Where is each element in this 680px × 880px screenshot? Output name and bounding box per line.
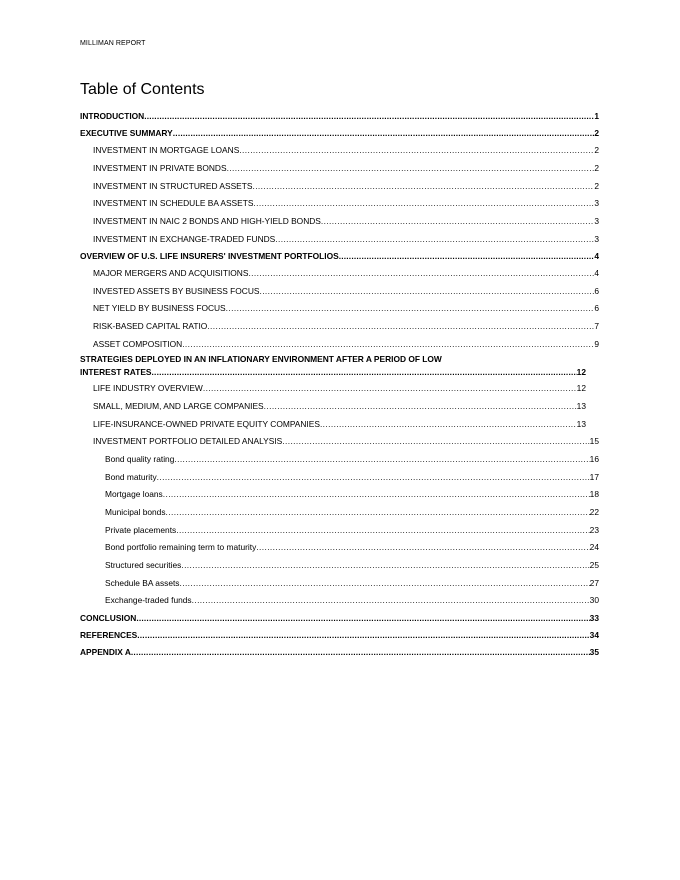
dot-leader [203,383,577,393]
toc-entry-page: 7 [594,321,599,331]
toc-entry-label: Bond portfolio remaining term to maturity [105,542,257,552]
toc-entry-company-sizes[interactable] [93,401,586,411]
toc-entry-page: 13 [576,419,586,429]
toc-entry-etf[interactable] [105,595,599,605]
toc-entry-page: 2 [594,128,599,138]
toc-entry-label: CONCLUSION [80,613,137,623]
toc-entry-label: LIFE-INSURANCE-OWNED PRIVATE EQUITY COMPANIES [93,419,320,429]
toc-entry-label: Private placements [105,525,177,535]
toc-entry-label: LIFE INDUSTRY OVERVIEW [93,383,203,393]
toc-entry-label: INVESTMENT PORTFOLIO DETAILED ANALYSIS [93,436,283,446]
toc-entry-page: 12 [576,367,586,377]
toc-entry-introduction[interactable] [80,111,599,121]
toc-entry-page: 12 [576,383,586,393]
dot-leader [166,507,590,517]
dot-leader [259,286,594,296]
dot-leader [321,216,594,226]
toc-entry-invested-assets[interactable] [93,286,599,296]
dot-leader [275,234,594,244]
toc-entry-mergers-acquisitions[interactable] [93,268,599,278]
toc-entry-label: ASSET COMPOSITION [93,339,183,349]
toc-entry-label: Municipal bonds [105,507,166,517]
toc-entry-life-industry-overview[interactable] [93,383,586,393]
dot-leader [182,339,594,349]
dot-leader [339,251,595,261]
toc-entry-mortgage-loans-sub[interactable] [105,489,599,499]
toc-entry-portfolio-analysis[interactable] [93,436,599,446]
toc-entry-label: INTRODUCTION [80,111,145,121]
toc-entry-label: RISK-BASED CAPITAL RATIO [93,321,208,331]
dot-leader [174,454,589,464]
toc-entry-conclusion[interactable] [80,613,599,623]
dot-leader [163,489,590,499]
dot-leader [320,419,577,429]
dot-leader [252,181,594,191]
toc-entry-label: Schedule BA assets [105,578,180,588]
toc-entry-page: 17 [589,472,599,482]
dot-leader [181,560,589,570]
toc-entry-structured-assets[interactable] [93,181,599,191]
toc-entry-strategies-line1[interactable]: STRATEGIES DEPLOYED IN AN INFLATIONARY ENVIRONMENT AFTER A PERIOD OF LOW [80,354,442,364]
dot-leader [256,542,589,552]
toc-entry-label: INVESTMENT IN STRUCTURED ASSETS [93,181,253,191]
toc-entry-net-yield[interactable] [93,303,599,313]
toc-entry-page: 2 [594,181,599,191]
toc-entry-private-bonds[interactable] [93,163,599,173]
toc-entry-label: NET YIELD BY BUSINESS FOCUS [93,303,226,313]
dot-leader [173,128,595,138]
toc-entry-page: 18 [589,489,599,499]
toc-entry-page: 4 [594,251,599,261]
dot-leader [136,613,589,623]
dot-leader [131,647,590,657]
toc-entry-page: 33 [589,613,599,623]
dot-leader [176,525,589,535]
toc-entry-page: 6 [594,303,599,313]
toc-entry-bond-maturity[interactable] [105,472,599,482]
toc-entry-label: INVESTMENT IN PRIVATE BONDS [93,163,227,173]
dot-leader [248,268,594,278]
toc-entry-page: 34 [589,630,599,640]
dot-leader [152,367,577,377]
toc-entry-remaining-term[interactable] [105,542,599,552]
toc-entry-bond-quality[interactable] [105,454,599,464]
toc-entry-label: Bond maturity [105,472,157,482]
toc-entry-page: 2 [594,163,599,173]
toc-entry-executive-summary[interactable] [80,128,599,138]
toc-entry-private-placements[interactable] [105,525,599,535]
toc-entry-rbc-ratio[interactable] [93,321,599,331]
dot-leader [157,472,590,482]
toc-entry-municipal-bonds[interactable] [105,507,599,517]
toc-entry-page: 30 [589,595,599,605]
dot-leader [227,163,595,173]
toc-entry-appendix-a[interactable] [80,647,599,657]
dot-leader [264,401,577,411]
toc-entry-exchange-traded-funds[interactable] [93,234,599,244]
toc-entry-asset-composition[interactable] [93,339,599,349]
toc-entry-page: 27 [589,578,599,588]
toc-entry-overview[interactable] [80,251,599,261]
toc-entry-schedule-ba[interactable] [105,578,599,588]
toc-entry-page: 4 [594,268,599,278]
toc-entry-page: 35 [589,647,599,657]
toc-entry-page: 22 [589,507,599,517]
dot-leader [282,436,589,446]
toc-entry-page: 23 [589,525,599,535]
toc-entry-label: EXECUTIVE SUMMARY [80,128,173,138]
toc-entry-page: 16 [589,454,599,464]
toc-entry-label: INVESTMENT IN MORTGAGE LOANS [93,145,240,155]
toc-entry-page: 24 [589,542,599,552]
toc-entry-page: 13 [576,401,586,411]
toc-entry-mortgage-loans[interactable] [93,145,599,155]
toc-entry-references[interactable] [80,630,599,640]
toc-entry-label: OVERVIEW OF U.S. LIFE INSURERS' INVESTMENT PORTFOLIOS [80,251,339,261]
dot-leader [226,303,595,313]
toc-entry-strategies[interactable] [80,367,586,377]
report-header: MILLIMAN REPORT [80,40,146,47]
toc-entry-label: REFERENCES [80,630,138,640]
toc-entry-page: 25 [589,560,599,570]
toc-entry-schedule-ba-assets[interactable] [93,198,599,208]
dot-leader [192,595,590,605]
toc-entry-label: SMALL, MEDIUM, AND LARGE COMPANIES [93,401,264,411]
toc-entry-label: INVESTMENT IN EXCHANGE-TRADED FUNDS [93,234,276,244]
toc-entry-label: MAJOR MERGERS AND ACQUISITIONS [93,268,249,278]
dot-leader [137,630,589,640]
page-title: Table of Contents [80,81,205,98]
dot-leader [144,111,594,121]
toc-entry-label: INVESTED ASSETS BY BUSINESS FOCUS [93,286,260,296]
toc-entry-label: INVESTMENT IN NAIC 2 BONDS AND HIGH-YIELD BONDS [93,216,321,226]
toc-entry-label: INTEREST RATES [80,367,152,377]
toc-entry-page: 6 [594,286,599,296]
toc-entry-naic-2-bonds[interactable] [93,216,599,226]
toc-entry-page: 2 [594,145,599,155]
toc-entry-label: Exchange-traded funds [105,595,192,605]
toc-entry-page: 15 [589,436,599,446]
toc-entry-page: 3 [594,216,599,226]
dot-leader [239,145,594,155]
toc-entry-page: 3 [594,198,599,208]
toc-entry-page: 9 [594,339,599,349]
toc-entry-label: Mortgage loans [105,489,163,499]
toc-entry-page: 3 [594,234,599,244]
toc-entry-label: Bond quality rating [105,454,175,464]
toc-entry-label: APPENDIX A [80,647,131,657]
dot-leader [207,321,594,331]
toc-entry-structured-securities[interactable] [105,560,599,570]
toc-entry-label: Structured securities [105,560,182,570]
dot-leader [180,578,590,588]
dot-leader [253,198,594,208]
toc-entry-pe-owned[interactable] [93,419,586,429]
toc-entry-label: INVESTMENT IN SCHEDULE BA ASSETS [93,198,254,208]
toc-entry-page: 1 [594,111,599,121]
